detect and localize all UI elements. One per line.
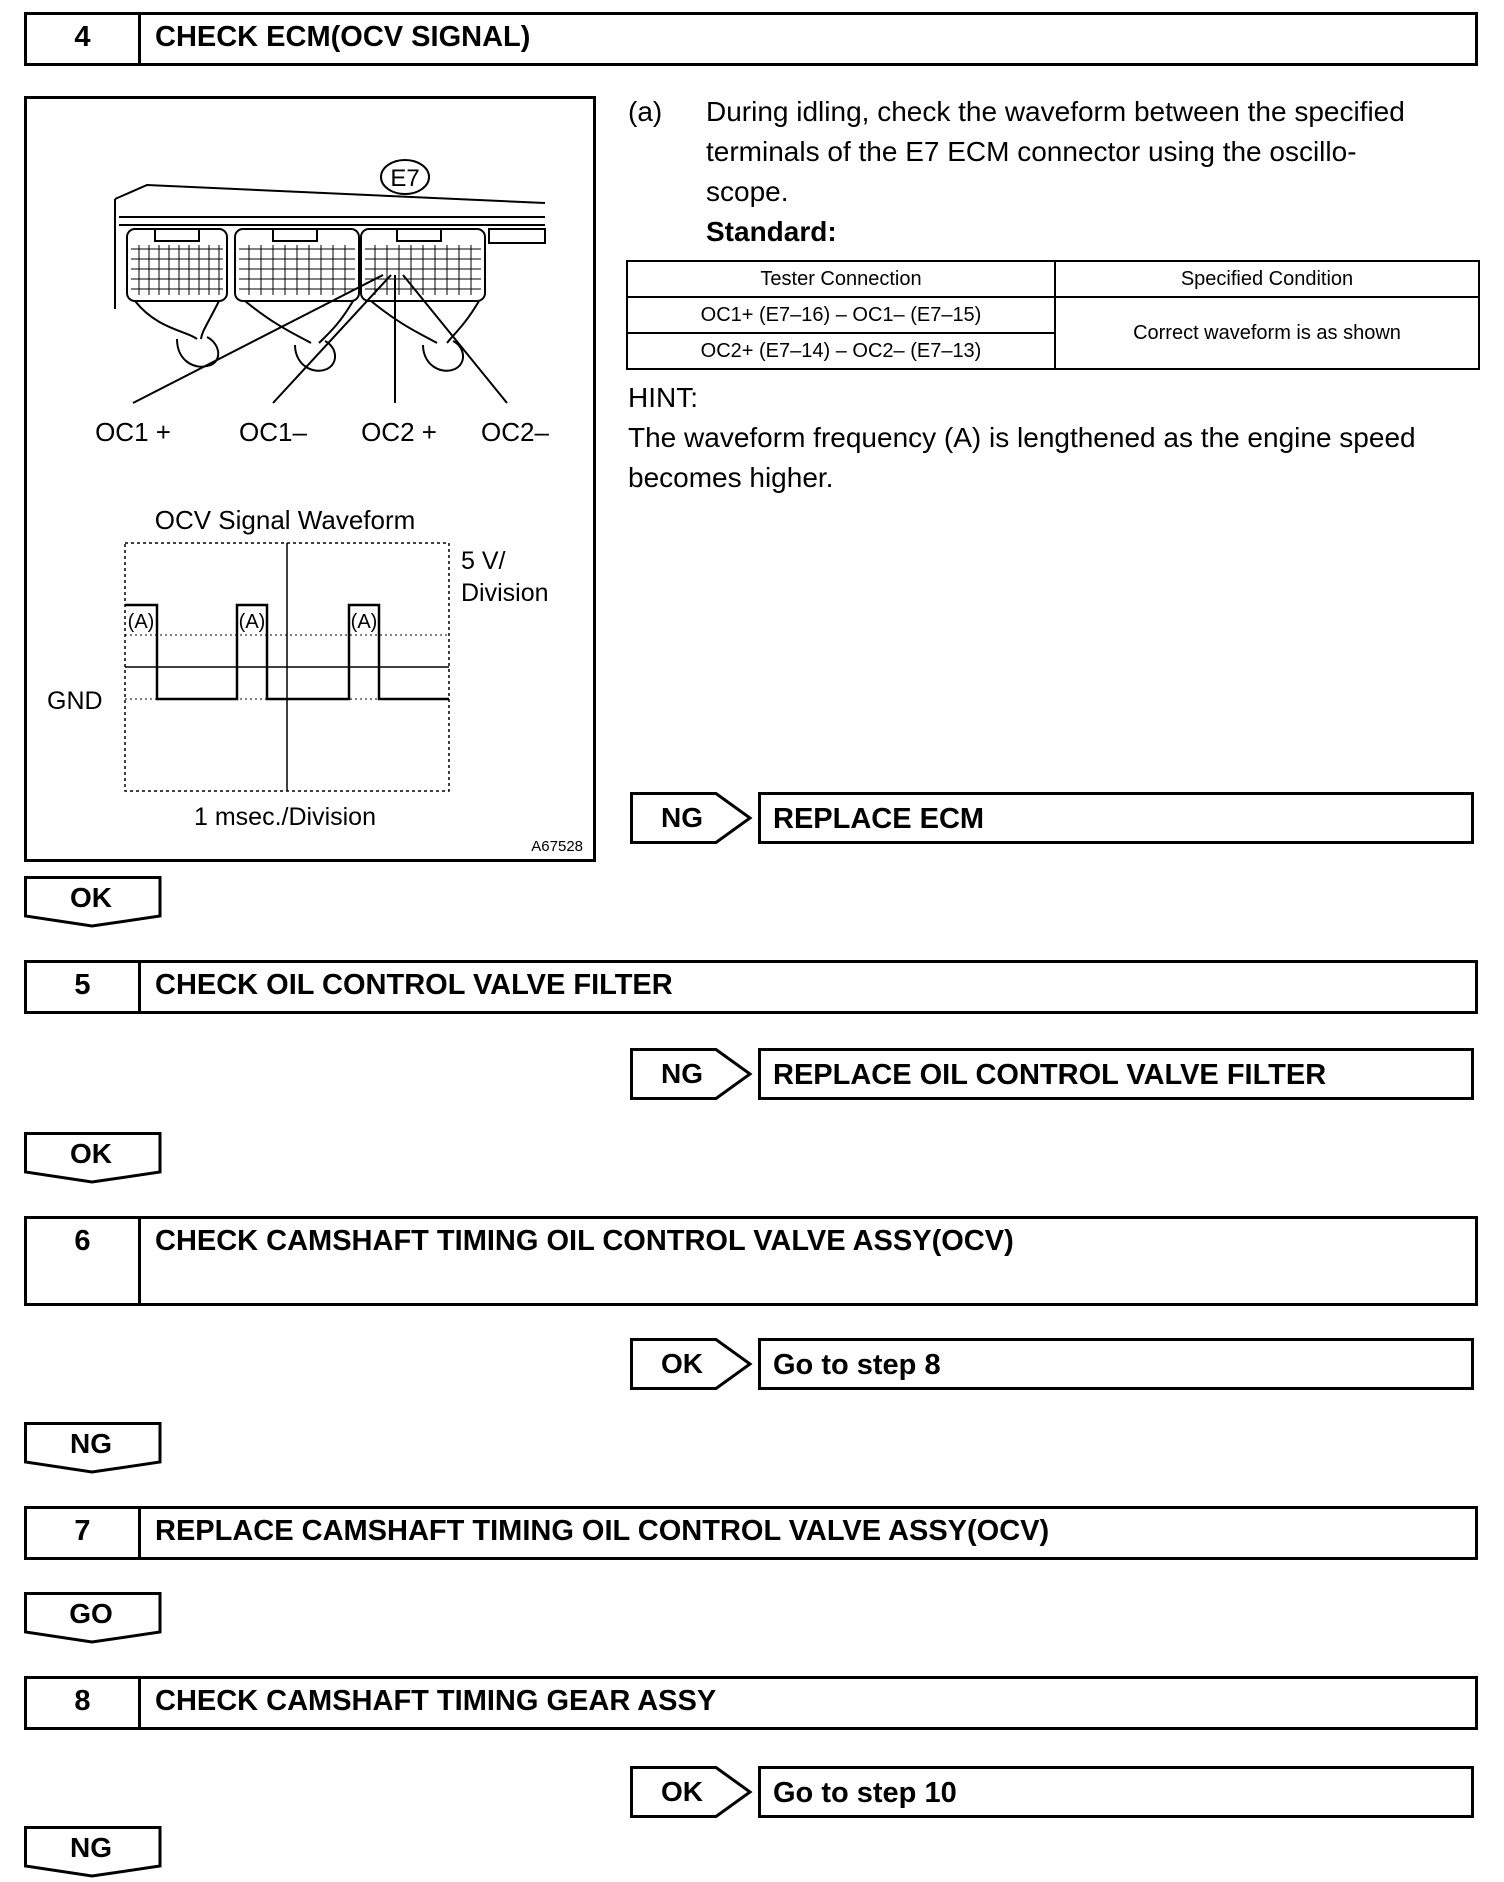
- step-8-header: [24, 1676, 1478, 1730]
- instruction-line: During idling, check the waveform between the specified: [706, 96, 1405, 127]
- connector-waveform-figure: [24, 96, 596, 862]
- table-cell: Correct waveform is as shown: [1055, 297, 1479, 369]
- step-number: 8: [27, 1679, 141, 1727]
- instruction-line: terminals of the E7 ECM connector using the oscillo-: [706, 136, 1357, 167]
- result-action: REPLACE OIL CONTROL VALVE FILTER: [773, 1059, 1327, 1091]
- result-tag-label: NG: [661, 1058, 703, 1089]
- down-tab-label: NG: [70, 1428, 112, 1459]
- waveform-title: OCV Signal Waveform: [154, 505, 416, 535]
- standard-label: Standard:: [706, 216, 837, 247]
- volt-division-2: Division: [461, 579, 549, 607]
- terminal-oc2-minus: OC2–: [481, 417, 549, 447]
- terminal-oc1-plus: OC1 +: [95, 417, 171, 447]
- step-title: CHECK CAMSHAFT TIMING OIL CONTROL VALVE ASSY(OCV): [155, 1225, 1014, 1257]
- pulse-label-a-3: (A): [350, 611, 378, 633]
- hint-line: becomes higher.: [628, 462, 834, 493]
- result-action-box: [758, 792, 1474, 844]
- hint-label: HINT:: [628, 382, 698, 413]
- step-5-ok-tab[interactable]: [24, 1132, 162, 1184]
- step-8-ok-result[interactable]: [630, 1766, 1480, 1818]
- result-action: REPLACE ECM: [773, 803, 985, 835]
- step-7-go-tab[interactable]: [24, 1592, 162, 1644]
- table-cell: OC2+ (E7–14) – OC2– (E7–13): [627, 333, 1055, 369]
- down-tab-label: OK: [70, 1138, 112, 1169]
- step-title: CHECK CAMSHAFT TIMING GEAR ASSY: [155, 1685, 717, 1717]
- instruction-text: [706, 92, 1480, 252]
- spec-table: [626, 260, 1480, 370]
- step-number: 7: [27, 1509, 141, 1557]
- step-4-ng-result[interactable]: [630, 792, 1480, 844]
- step-4-header: [24, 12, 1478, 66]
- step-5-ng-result[interactable]: [630, 1048, 1480, 1100]
- instruction-line: scope.: [706, 176, 789, 207]
- result-tag-label: OK: [661, 1348, 703, 1379]
- figure-drawing: [27, 99, 593, 859]
- terminal-oc1-minus: OC1–: [239, 417, 307, 447]
- terminal-oc2-plus: OC2 +: [361, 417, 437, 447]
- connector-label: E7: [390, 165, 420, 192]
- volt-division-1: 5 V/: [461, 547, 506, 575]
- down-tab-label: GO: [69, 1598, 113, 1629]
- table-header: Specified Condition: [1055, 261, 1479, 297]
- pulse-label-a-1: (A): [127, 611, 155, 633]
- step-6-header: [24, 1216, 1478, 1306]
- step-4-ok-tab[interactable]: [24, 876, 162, 928]
- step-title: CHECK ECM(OCV SIGNAL): [155, 21, 531, 53]
- result-action-box: [758, 1048, 1474, 1100]
- result-tag-label: NG: [661, 802, 703, 833]
- hint-line: The waveform frequency (A) is lengthened as the engine speed: [628, 422, 1416, 453]
- ecm-connector-icon: [115, 185, 545, 371]
- pulse-label-a-2: (A): [238, 611, 266, 633]
- time-division: 1 msec./Division: [194, 803, 376, 831]
- table-header: Tester Connection: [627, 261, 1055, 297]
- step-title: REPLACE CAMSHAFT TIMING OIL CONTROL VALVE ASSY(OCV): [155, 1515, 1050, 1547]
- instruction-marker: (a): [628, 96, 663, 127]
- step-7-header: [24, 1506, 1478, 1560]
- result-action-box: [758, 1338, 1474, 1390]
- down-tab-label: NG: [70, 1832, 112, 1863]
- table-cell: OC1+ (E7–16) – OC1– (E7–15): [627, 297, 1055, 333]
- result-action: Go to step 8: [773, 1349, 941, 1381]
- step-number: 6: [27, 1219, 141, 1303]
- step-number: 5: [27, 963, 141, 1011]
- result-action-box: [758, 1766, 1474, 1818]
- result-action: Go to step 10: [773, 1777, 957, 1809]
- step-6-ok-result[interactable]: [630, 1338, 1480, 1390]
- result-tag-label: OK: [661, 1776, 703, 1807]
- step-5-header: [24, 960, 1478, 1014]
- step-8-ng-tab[interactable]: [24, 1826, 162, 1878]
- hint-block: [628, 378, 1480, 498]
- figure-id: A67528: [531, 838, 583, 855]
- step-number: 4: [27, 15, 141, 63]
- down-tab-label: OK: [70, 882, 112, 913]
- gnd-label: GND: [47, 687, 103, 715]
- step-6-ng-tab[interactable]: [24, 1422, 162, 1474]
- step-title: CHECK OIL CONTROL VALVE FILTER: [155, 969, 673, 1001]
